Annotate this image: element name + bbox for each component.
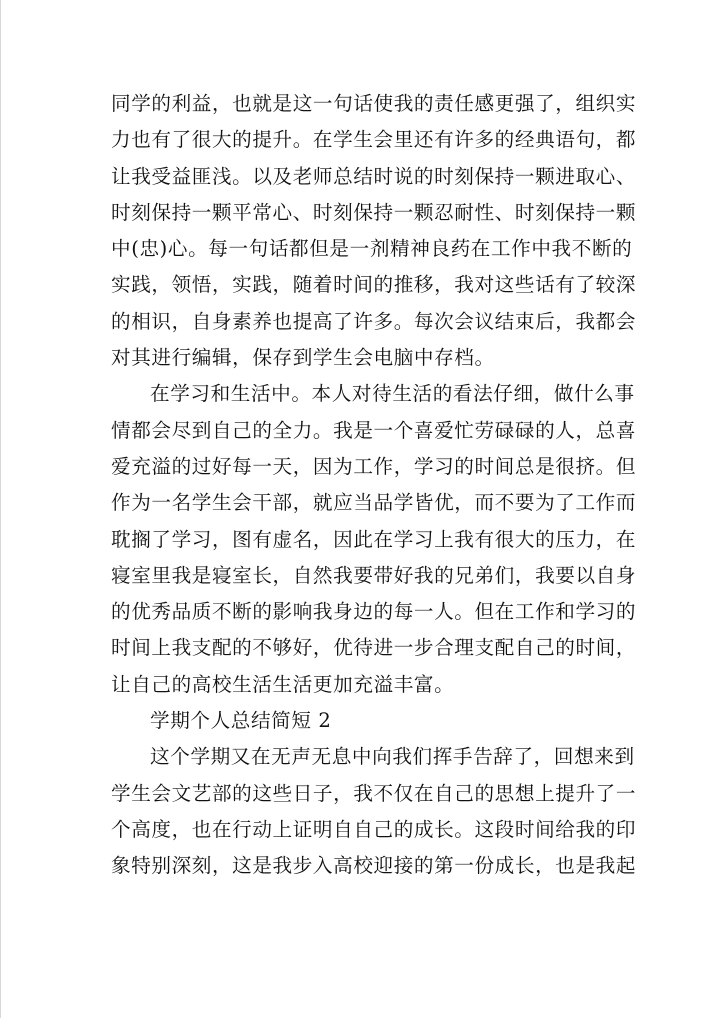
paragraph-line: 象特别深刻，这是我步入高校迎接的第一份成长，也是我起 xyxy=(111,854,637,878)
section-heading: 学期个人总结简短 2 xyxy=(150,709,332,733)
paragraph-line: 的相识，自身素养也提高了许多。每次会议结束后，我都会 xyxy=(111,309,637,333)
paragraph-line: 同学的利益，也就是这一句话使我的责任感更强了，组织实 xyxy=(111,92,637,115)
paragraph-line: 作为一名学生会干部，就应当品学皆优，而不要为了工作而 xyxy=(111,491,637,515)
paragraph-line: 在学习和生活中。本人对待生活的看法仔细，做什么事 xyxy=(150,382,635,406)
paragraph-3 xyxy=(111,739,637,884)
paragraph-line: 力也有了很大的提升。在学生会里还有许多的经典语句，都 xyxy=(111,128,637,152)
paragraph-line: 让自己的高校生活生活更加充溢丰富。 xyxy=(111,672,455,696)
paragraph-line: 时间上我支配的不够好，优待进一步合理支配自己的时间， xyxy=(111,636,637,660)
paragraph-line: 个高度，也在行动上证明自自己的成长。这段时间给我的印 xyxy=(111,817,637,841)
paragraph-line: 情都会尽到自己的全力。我是一个喜爱忙劳碌碌的人，总喜 xyxy=(111,418,637,442)
paragraph-line: 中(忠)心。每一句话都但是一剂精神良药在工作中我不断的 xyxy=(111,237,633,261)
paragraph-1 xyxy=(111,86,637,376)
paragraph-line: 时刻保持一颗平常心、时刻保持一颗忍耐性、时刻保持一颗 xyxy=(111,200,637,224)
paragraph-line: 让我受益匪浅。以及老师总结时说的时刻保持一颗进取心、 xyxy=(111,164,637,188)
paragraph-line: 爱充溢的过好每一天，因为工作，学习的时间总是很挤。但 xyxy=(111,454,637,478)
paragraph-line: 对其进行编辑，保存到学生会电脑中存档。 xyxy=(111,346,495,370)
paragraph-line: 学生会文艺部的这些日子，我不仅在自己的思想上提升了一 xyxy=(111,781,637,805)
paragraph-line: 这个学期又在无声无息中向我们挥手告辞了，回想来到 xyxy=(150,745,635,769)
paragraph-2 xyxy=(111,376,637,703)
paragraph-line: 寝室里我是寝室长，自然我要带好我的兄弟们，我要以自身 xyxy=(111,563,637,587)
paragraph-line: 实践，领悟，实践，随着时间的推移，我对这些话有了较深 xyxy=(111,273,637,297)
document-body xyxy=(111,86,637,885)
paragraph-line: 耽搁了学习，图有虚名，因此在学习上我有很大的压力，在 xyxy=(111,527,637,551)
paragraph-line: 的优秀品质不断的影响我身边的每一人。但在工作和学习的 xyxy=(111,600,637,624)
